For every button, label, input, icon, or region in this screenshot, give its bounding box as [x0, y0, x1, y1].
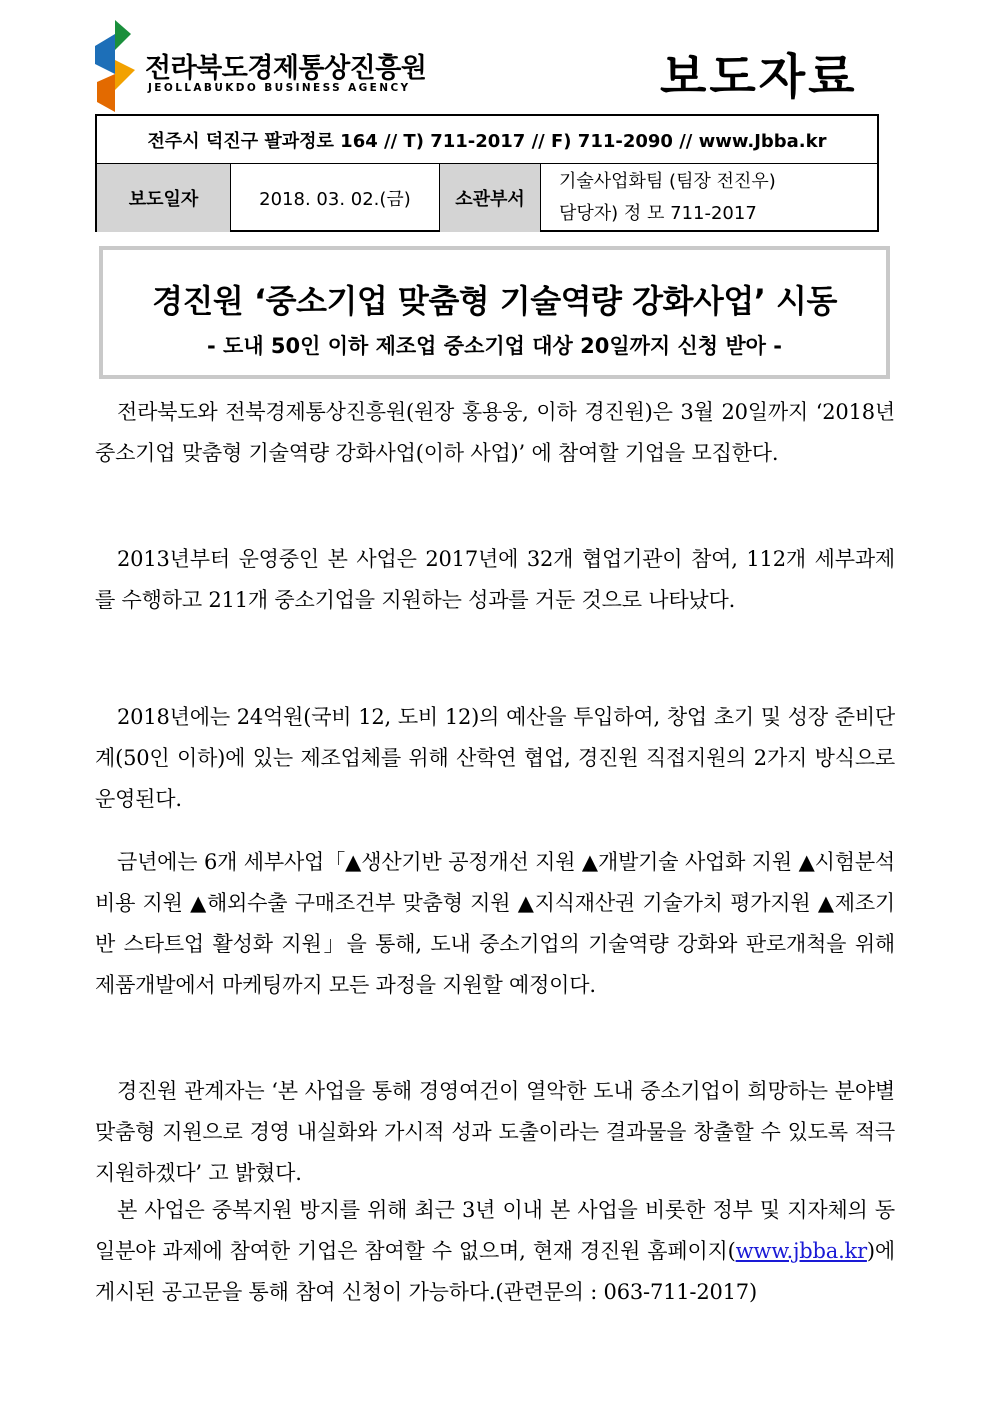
department-contact: 담당자) 정 모 711-2017: [559, 203, 757, 224]
org-logo-icon: [93, 20, 137, 112]
department-team: 기술사업화팀 (팀장 전진우): [559, 171, 776, 192]
release-date-label: 보도일자: [97, 164, 231, 232]
contact-line: 전주시 덕진구 팔과정로 164 // T) 711-2017 // F) 711-2090 // www.Jbba.kr: [97, 116, 877, 164]
body-paragraph-6-start: 본 사업은 중복지원 방지를 위해 최근 3년 이내 본 사업을 비롯한 정부 및 지자체의 동일분야 과제에 참여한 기업은 참여할 수 없으며, 현재 경진원 홈페이지(: [95, 1198, 895, 1263]
org-name-korean: 전라북도경제통상진흥원: [145, 53, 427, 84]
headline-box: [99, 246, 890, 379]
department-info: [541, 164, 877, 232]
org-logo: [93, 20, 427, 115]
press-info-table: [95, 114, 879, 232]
org-name-english: JEOLLABUKDO BUSINESS AGENCY: [148, 82, 411, 94]
body-paragraph-1: 전라북도와 전북경제통상진흥원(원장 홍용웅, 이하 경진원)은 3월 20일까지 ‘2018년 중소기업 맞춤형 기술역량 강화사업(이하 사업)’ 에 참여할 기업을 모집한다.: [95, 400, 895, 465]
body-paragraph-3: 2018년에는 24억원(국비 12, 도비 12)의 예산을 투입하여, 창업 초기 및 성장 준비단계(50인 이하)에 있는 제조업체를 위해 산학연 협업, 경진원 직접지원의 2가지 방식으로 운영된다.: [95, 705, 895, 811]
document-type-title: 보도자료: [660, 49, 858, 105]
homepage-link[interactable]: www.jbba.kr: [735, 1239, 867, 1263]
body-paragraph-6-end: )에 게시된 공고문을 통해 참여 신청이 가능하다.(관련문의 : 063-711-2017): [95, 1239, 895, 1304]
body-paragraph-5: 경진원 관계자는 ‘본 사업을 통해 경영여건이 열악한 도내 중소기업이 희망하는 분야별 맞춤형 지원으로 경영 내실화와 가시적 성과 도출이라는 결과물을 창출할 수 있도록 적극 지원하겠다’ 고 밝혔다.: [95, 1079, 895, 1185]
headline: 경진원 ‘중소기업 맞춤형 기술역량 강화사업’ 시동: [152, 282, 837, 320]
body-paragraph-6: [95, 1190, 895, 1313]
subheadline: - 도내 50인 이하 제조업 중소기업 대상 20일까지 신청 받아 -: [207, 334, 782, 358]
department-label: 소관부서: [440, 164, 541, 232]
release-date-value: 2018. 03. 02.(금): [231, 164, 440, 232]
body-paragraph-4: 금년에는 6개 세부사업「▲생산기반 공정개선 지원 ▲개발기술 사업화 지원 ▲시험분석 비용 지원 ▲해외수출 구매조건부 맞춤형 지원 ▲지식재산권 기술가치 평가지원 ▲제조기반 스타트업 활성화 지원」을 통해, 도내 중소기업의 기술역량 강화와 판로개척을 위해 제품개발에서 마케팅까지 모든 과정을 지원할 예정이다.: [95, 850, 895, 997]
body-paragraph-2: 2013년부터 운영중인 본 사업은 2017년에 32개 협업기관이 참여, 112개 세부과제를 수행하고 211개 중소기업을 지원하는 성과를 거둔 것으로 나타났다.: [95, 547, 895, 612]
